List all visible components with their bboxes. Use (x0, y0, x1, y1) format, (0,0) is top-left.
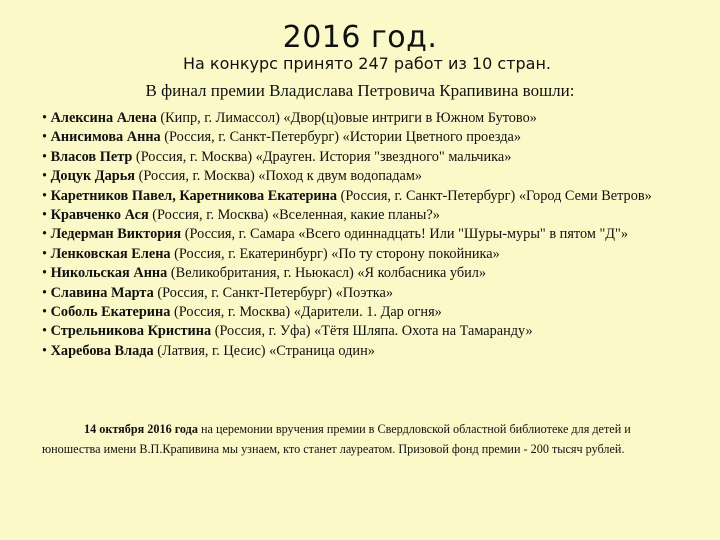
finalist-name: Славина Марта (50, 284, 154, 301)
finalist-details: (Россия, г. Екатеринбург) «По ту сторону покойника» (170, 245, 500, 262)
slide-title: 2016 год. (282, 20, 438, 55)
list-item: • Стрельникова Кристина (Россия, г. Уфа) «Тётя Шляпа. Охота на Тамаранду» (42, 323, 533, 340)
list-item: • Анисимова Анна (Россия, г. Санкт-Петербург) «Истории Цветного проезда» (42, 129, 522, 146)
finalist-name: Соболь Екатерина (50, 304, 171, 321)
finalist-details: (Россия, г. Москва) «Драуген. История "звездного" мальчика» (132, 148, 512, 165)
list-item: • Доцук Дарья (Россия, г. Москва) «Поход к двум водопадам» (42, 168, 423, 185)
contest-summary: На конкурс принято 247 работ из 10 стран. (182, 54, 551, 73)
finalist-details: (Россия, г. Санкт-Петербург) «Город Семи Ветров» (337, 187, 652, 204)
finalist-name: Ледерман Виктория (50, 226, 182, 243)
finalist-name: Стрельникова Кристина (50, 323, 212, 340)
list-item: • Кравченко Ася (Россия, г. Москва) «Вселенная, какие планы?» (42, 207, 440, 224)
finalist-details: (Латвия, г. Цесис) «Страница один» (153, 342, 375, 359)
finalists-heading: В финал премии Владислава Петровича Крапивина вошли: (145, 81, 575, 100)
finalist-details: (Россия, г. Самара «Всего одиннадцать! Или "Шуры-муры" в пятом "Д"» (181, 226, 629, 243)
list-item: • Никольская Анна (Великобритания, г. Ньюкасл) «Я колбасника убил» (42, 265, 487, 282)
finalist-details: (Россия, г. Санкт-Петербург) «Истории Цветного проезда» (160, 129, 522, 146)
ceremony-text: на церемонии вручения премии в Свердловской областной библиотеке для детей и юношества имени В.П.Крапивина мы узнаем, кто станет лауреатом. Призовой фонд премии - 200 тысяч рублей. (42, 422, 631, 456)
finalist-details: (Россия, г. Санкт-Петербург) «Поэтка» (153, 284, 394, 301)
list-item: • Соболь Екатерина (Россия, г. Москва) «Дарители. 1. Дар огня» (42, 304, 442, 321)
finalist-name: Алексина Алена (50, 110, 157, 126)
finalist-details: (Россия, г. Москва) «Вселенная, какие планы?» (148, 207, 440, 224)
finalist-name: Никольская Анна (50, 265, 168, 282)
finalist-details: (Россия, г. Москва) «Поход к двум водопадам» (135, 168, 423, 185)
finalist-name: Анисимова Анна (50, 129, 161, 146)
finalist-details: (Россия, г. Уфа) «Тётя Шляпа. Охота на Тамаранду» (211, 323, 533, 340)
list-item: • Каретников Павел, Каретникова Екатерина (Россия, г. Санкт-Петербург) «Город Семи Ветров» (42, 187, 652, 204)
list-item: • Алексина Алена (Кипр, г. Лимассол) «Двор(ц)овые интриги в Южном Бутово» (42, 110, 537, 126)
finalist-name: Ленковская Елена (50, 245, 171, 262)
finalists-list (42, 109, 678, 361)
ceremony-announcement (42, 420, 678, 459)
finalist-name: Кравченко Ася (50, 207, 149, 224)
list-item: • Ледерман Виктория (Россия, г. Самара «Всего одиннадцать! Или "Шуры-муры" в пятом "Д"» (42, 226, 629, 243)
finalist-name: Власов Петр (50, 148, 133, 165)
list-item: • Власов Петр (Россия, г. Москва) «Драуген. История "звездного" мальчика» (42, 148, 512, 165)
list-item: • Харебова Влада (Латвия, г. Цесис) «Страница один» (42, 342, 375, 359)
finalist-details: (Россия, г. Москва) «Дарители. 1. Дар огня» (170, 304, 442, 321)
finalist-name: Каретников Павел, Каретникова Екатерина (50, 187, 338, 204)
list-item: • Ленковская Елена (Россия, г. Екатеринбург) «По ту сторону покойника» (42, 245, 500, 262)
finalist-details: (Великобритания, г. Ньюкасл) «Я колбасника убил» (167, 265, 487, 282)
ceremony-date: 14 октября 2016 года (84, 422, 198, 436)
finalist-name: Харебова Влада (50, 342, 154, 359)
finalist-name: Доцук Дарья (50, 168, 136, 185)
finalist-details: (Кипр, г. Лимассол) «Двор(ц)овые интриги в Южном Бутово» (156, 110, 537, 126)
list-item: • Славина Марта (Россия, г. Санкт-Петербург) «Поэтка» (42, 284, 394, 301)
